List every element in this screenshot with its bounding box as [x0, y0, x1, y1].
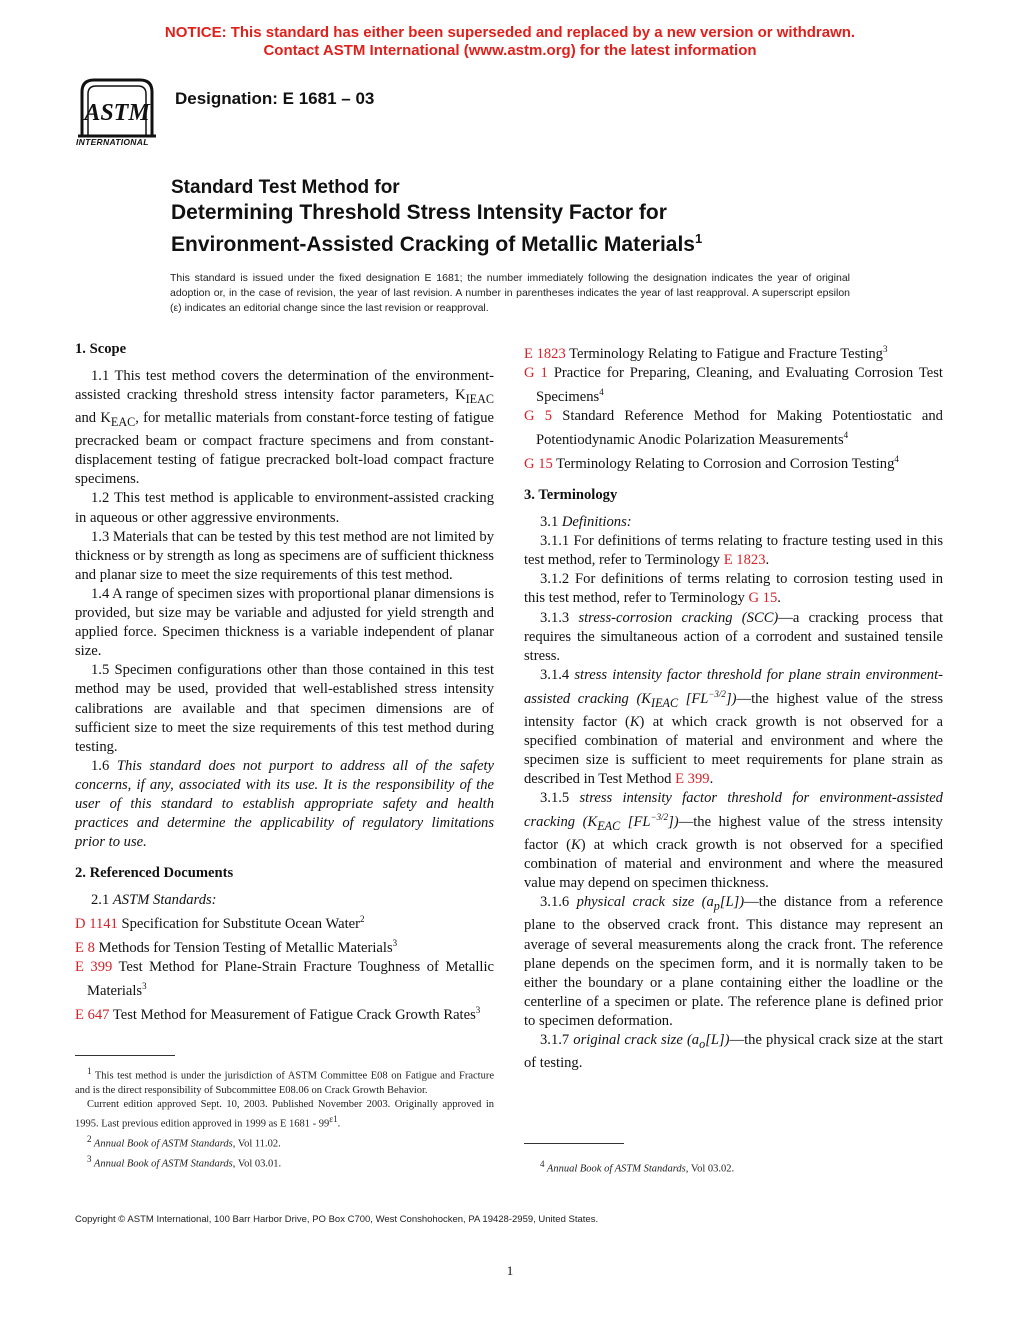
term-3-1-7: [524, 1031, 943, 1073]
ao-term-text: original crack size (a: [573, 1031, 700, 1048]
ref-item: [75, 910, 494, 934]
term-3-1-6: [524, 893, 943, 1031]
kieac-def-1: —the highest value of the stress intensity factor (: [524, 690, 944, 730]
definitions-label: [524, 513, 943, 532]
title-line-2: [171, 226, 951, 258]
scope-1-1-c: , for metallic materials from constant-force testing of fatigue precracked beam or compact fracture specimens and from constant-displacement testing of fatigue precracked bolt-load compact fracture specimens.: [75, 410, 494, 488]
footnote-3: [75, 1152, 494, 1172]
g15-link[interactable]: G 15: [748, 590, 778, 607]
ref-item: [524, 450, 943, 474]
keac-exp: −3/2: [650, 812, 669, 823]
ref-code-link[interactable]: E 1823: [524, 345, 566, 362]
ref-code-link[interactable]: D 1141: [75, 916, 118, 933]
kieac-end: .: [709, 771, 714, 788]
term-3-1-1-text: 3.1.1 For definitions of terms relating to fracture testing used in this test method, refer to Terminology: [524, 533, 943, 569]
ref-item: [75, 1001, 494, 1025]
scope-1-5: 1.5 Specimen configurations other than those contained in this test method may be used, provided that well-established stress intensity calibrations are available and that specimen dimensions are of sufficient size to meet the size requirements of this test method during testing.: [75, 662, 494, 755]
designation: Designation: E 1681 – 03: [175, 89, 375, 108]
footnote-1-text: This test method is under the jurisdiction of ASTM Committee E08 on Fatigue and Fracture and is the direct responsibility of Subcommittee E08.06 on Crack Growth Behavior.: [75, 1070, 494, 1096]
title-prefix: Standard Test Method for: [171, 177, 400, 198]
ref-sub-num: 2.1: [91, 892, 113, 909]
term-3-1-2: [524, 570, 943, 608]
footnote-4-vol: , Vol 03.02.: [685, 1163, 735, 1175]
notice-line-2: Contact ASTM International (www.astm.org) for the latest information: [263, 42, 757, 59]
ap-definition: —the distance from a reference plane to the observed crack front. This distance may represent an average of several measurements along the crack front. The reference plane depends on the specimen form, and it is normally taken to be either the boundary or a plane containing either the loadline or the centerline of a specimen or plate. The reference plane is defined prior to specimen deformation.: [524, 894, 943, 1029]
ref-item: [524, 364, 943, 407]
term-3-1-4: [524, 666, 943, 789]
ref-text: Standard Reference Method for Making Potentiostatic and Potentiodynamic Anodic Polarization Measurements: [536, 408, 943, 448]
logo-international-label: INTERNATIONAL: [76, 137, 149, 147]
right-column: [524, 340, 943, 1073]
ao-sub: o: [699, 1036, 706, 1051]
ref-footnote-mark: 4: [843, 430, 849, 441]
left-column: [75, 340, 494, 1025]
ref-text: Methods for Tension Testing of Metallic Materials: [94, 940, 393, 957]
astm-logo-mark: [74, 74, 160, 144]
term-3-1-4-num: 3.1.4: [540, 666, 575, 683]
edition-text: Current edition approved Sept. 10, 2003. Published November 2003. Originally approved in 1995. Last previous edition approved in 1999 as E 1681 - 99: [75, 1099, 494, 1130]
ref-item: [75, 958, 494, 1001]
footnote-1-mark: 1: [87, 1066, 92, 1076]
footnote-2-vol: , Vol 11.02.: [232, 1138, 281, 1150]
e1823-link[interactable]: E 1823: [723, 552, 766, 569]
ref-text: Terminology Relating to Corrosion and Corrosion Testing: [552, 455, 895, 472]
scope-1-2: 1.2 This test method is applicable to environment-assisted cracking in aqueous or other aggressive environments.: [75, 490, 494, 526]
kieac-k: K: [629, 713, 640, 730]
keac-k: K: [571, 837, 581, 854]
ref-footnote-mark: 4: [599, 387, 604, 398]
footnote-divider-left: [75, 1055, 175, 1056]
ap-term: [576, 894, 745, 914]
terminology-heading: 3. Terminology: [524, 487, 618, 503]
footnote-4-mark: 4: [540, 1159, 545, 1169]
kieac-sub: IEAC: [651, 695, 679, 710]
ao-term: [573, 1031, 730, 1051]
scope-1-6-num: 1.6: [91, 757, 117, 774]
footnote-divider-right: [524, 1143, 624, 1144]
footnotes-left: [75, 1064, 494, 1172]
footnote-3-mark: 3: [87, 1153, 92, 1164]
issuance-note: This standard is issued under the fixed designation E 1681; the number immediately following the designation indicates the year of original adoption or, in the case of revision, the year of last revision. A number in parentheses indicates the year of last reapproval. A superscript epsilon (ε) indicates an editorial change since the last revision or reapproval.: [170, 272, 850, 314]
keac-unit: [FL: [620, 814, 651, 831]
scope-1-4: 1.4 A range of specimen sizes with proportional planar dimensions is provided, but size may be variable and adjusted for yield strength and applied force. Specimen thickness is a variable independent of planar size.: [75, 585, 494, 660]
ref-code-link[interactable]: E 647: [75, 1007, 110, 1024]
kieac-unit: [FL: [678, 690, 709, 707]
footnote-3-book: Annual Book of ASTM Standards: [91, 1158, 233, 1170]
title-line-1: Determining Threshold Stress Intensity Factor for: [171, 201, 667, 224]
footnote-4: [524, 1157, 943, 1177]
footnote-4-book: Annual Book of ASTM Standards: [544, 1163, 686, 1175]
kieac-term-text: stress intensity factor threshold for plane strain environment-assisted cracking (K: [524, 666, 943, 707]
ref-code-link[interactable]: E 399: [75, 959, 113, 976]
ref-code-link[interactable]: E 8: [75, 940, 95, 957]
ref-item: [524, 340, 943, 364]
scope-1-1: [75, 367, 494, 489]
ref-code-link[interactable]: G 5: [524, 408, 553, 424]
withdrawal-notice: [0, 24, 1020, 60]
term-3-1-6-num: 3.1.6: [540, 894, 577, 911]
ao-close: [L]): [705, 1031, 730, 1048]
scope-heading: 1. Scope: [75, 341, 127, 357]
footnote-2: [75, 1132, 494, 1152]
term-3-1-2-end: .: [777, 590, 781, 607]
ref-footnote-mark: 3: [142, 981, 147, 992]
scope-1-1-b: and K: [75, 410, 111, 427]
ref-text: Test Method for Measurement of Fatigue Crack Growth Rates: [109, 1007, 476, 1024]
term-3-1-7-num: 3.1.7: [540, 1031, 574, 1048]
scope-1-6: [75, 757, 494, 852]
ref-text: Test Method for Plane-Strain Fracture Toughness of Metallic Materials: [87, 959, 494, 1000]
footnote-1: [75, 1064, 494, 1098]
ap-close: [L]): [719, 894, 745, 911]
ref-footnote-mark: 3: [475, 1005, 481, 1016]
epsilon-mark: ε1: [329, 1114, 338, 1125]
keac-subscript: EAC: [110, 415, 136, 430]
footnote-3-vol: , Vol 03.01.: [232, 1158, 282, 1170]
ref-footnote-mark: 2: [359, 914, 365, 925]
scc-definition: —a cracking process that requires the simultaneous action of a corrodent and sustained tensile stress.: [524, 609, 944, 664]
ref-text: Specification for Substitute Ocean Water: [117, 916, 360, 933]
copyright-line: Copyright © ASTM International, 100 Barr Harbor Drive, PO Box C700, West Conshohocken, PA 19428-2959, United States.: [75, 1214, 599, 1225]
edition-end: .: [337, 1118, 341, 1130]
ap-sub: p: [713, 899, 720, 914]
footnote-1-edition: [75, 1098, 494, 1132]
term-3-1-1: [524, 532, 943, 570]
astm-standards-label: [75, 891, 494, 910]
term-3-1-1-end: .: [765, 552, 770, 569]
scope-1-3: 1.3 Materials that can be tested by this test method are not limited by thickness or by strength as long as specimens are of sufficient thickness and planar size to meet the size requirements of this test method.: [75, 528, 494, 583]
footnote-2-book: Annual Book of ASTM Standards: [91, 1138, 233, 1150]
kieac-close: ]): [725, 690, 737, 707]
ref-item: [524, 407, 943, 450]
kieac-subscript: IEAC: [465, 392, 494, 407]
term-3-1-3-num: 3.1.3: [540, 609, 579, 626]
ref-item: [75, 934, 494, 958]
keac-def-2: ) at which crack growth is not observed for a specified combination of material and environment and where the measured value may depend on specimen thickness.: [524, 837, 943, 892]
ref-footnote-mark: 4: [894, 454, 899, 465]
term-3-1-5: [524, 789, 943, 893]
ao-definition: —the physical crack size at the start of testing.: [524, 1031, 943, 1071]
document-title: [171, 176, 951, 258]
scc-term: stress-corrosion cracking (SCC): [578, 609, 779, 626]
term-3-1-2-text: 3.1.2 For definitions of terms relating to corrosion testing used in this test method, refer to Terminology: [524, 571, 943, 607]
ref-text: Terminology Relating to Fatigue and Fracture Testing: [565, 345, 883, 362]
page-number: 1: [506, 1263, 514, 1278]
safety-statement: This standard does not purport to address all of the safety concerns, if any, associated with its use. It is the responsibility of the user of this standard to establish appropriate safety and health practices and determine the applicability of regulatory limitations prior to use.: [75, 757, 494, 851]
e399-link[interactable]: E 399: [675, 771, 710, 788]
def-num: 3.1: [540, 514, 562, 531]
ap-term-text: physical crack size (a: [576, 894, 714, 911]
footnote-2-mark: 2: [87, 1134, 92, 1145]
keac-sub: EAC: [597, 819, 621, 834]
keac-def-1: —the highest value of the stress intensity factor (: [524, 814, 943, 854]
scope-1-1-a: 1.1 This test method covers the determination of the environment-assisted cracking threshold stress intensity factor parameters, K: [75, 368, 494, 404]
notice-line-1: NOTICE: This standard has either been superseded and replaced by a new version or withdrawn.: [164, 24, 856, 41]
ref-text: Practice for Preparing, Cleaning, and Evaluating Corrosion Test Specimens: [536, 364, 943, 405]
ref-code-link[interactable]: G 15: [524, 455, 553, 472]
logo-lettering: ASTM: [84, 100, 150, 126]
term-3-1-3: [524, 609, 943, 666]
keac-term-text: stress intensity factor threshold for environment-assisted cracking (K: [524, 790, 943, 831]
kieac-exp: −3/2: [708, 688, 726, 699]
kieac-def-2: ) at which crack growth is not observed for a specified combination of material and environment and where the specimen size is sufficient to meet requirements for plane strain as described in Test Method: [524, 713, 944, 788]
ref-code-link[interactable]: G 1: [524, 364, 548, 381]
title-line-2-text: Environment-Assisted Cracking of Metallic Materials: [171, 233, 695, 256]
referenced-heading: 2. Referenced Documents: [75, 865, 234, 882]
ref-footnote-mark: 3: [392, 938, 398, 949]
ref-footnote-mark: 3: [882, 344, 888, 354]
title-footnote-mark: 1: [694, 231, 703, 246]
def-label: Definitions:: [561, 514, 632, 531]
ref-sub-label: ASTM Standards:: [112, 892, 217, 909]
keac-close: ]): [668, 814, 679, 831]
term-3-1-5-num: 3.1.5: [540, 790, 580, 807]
